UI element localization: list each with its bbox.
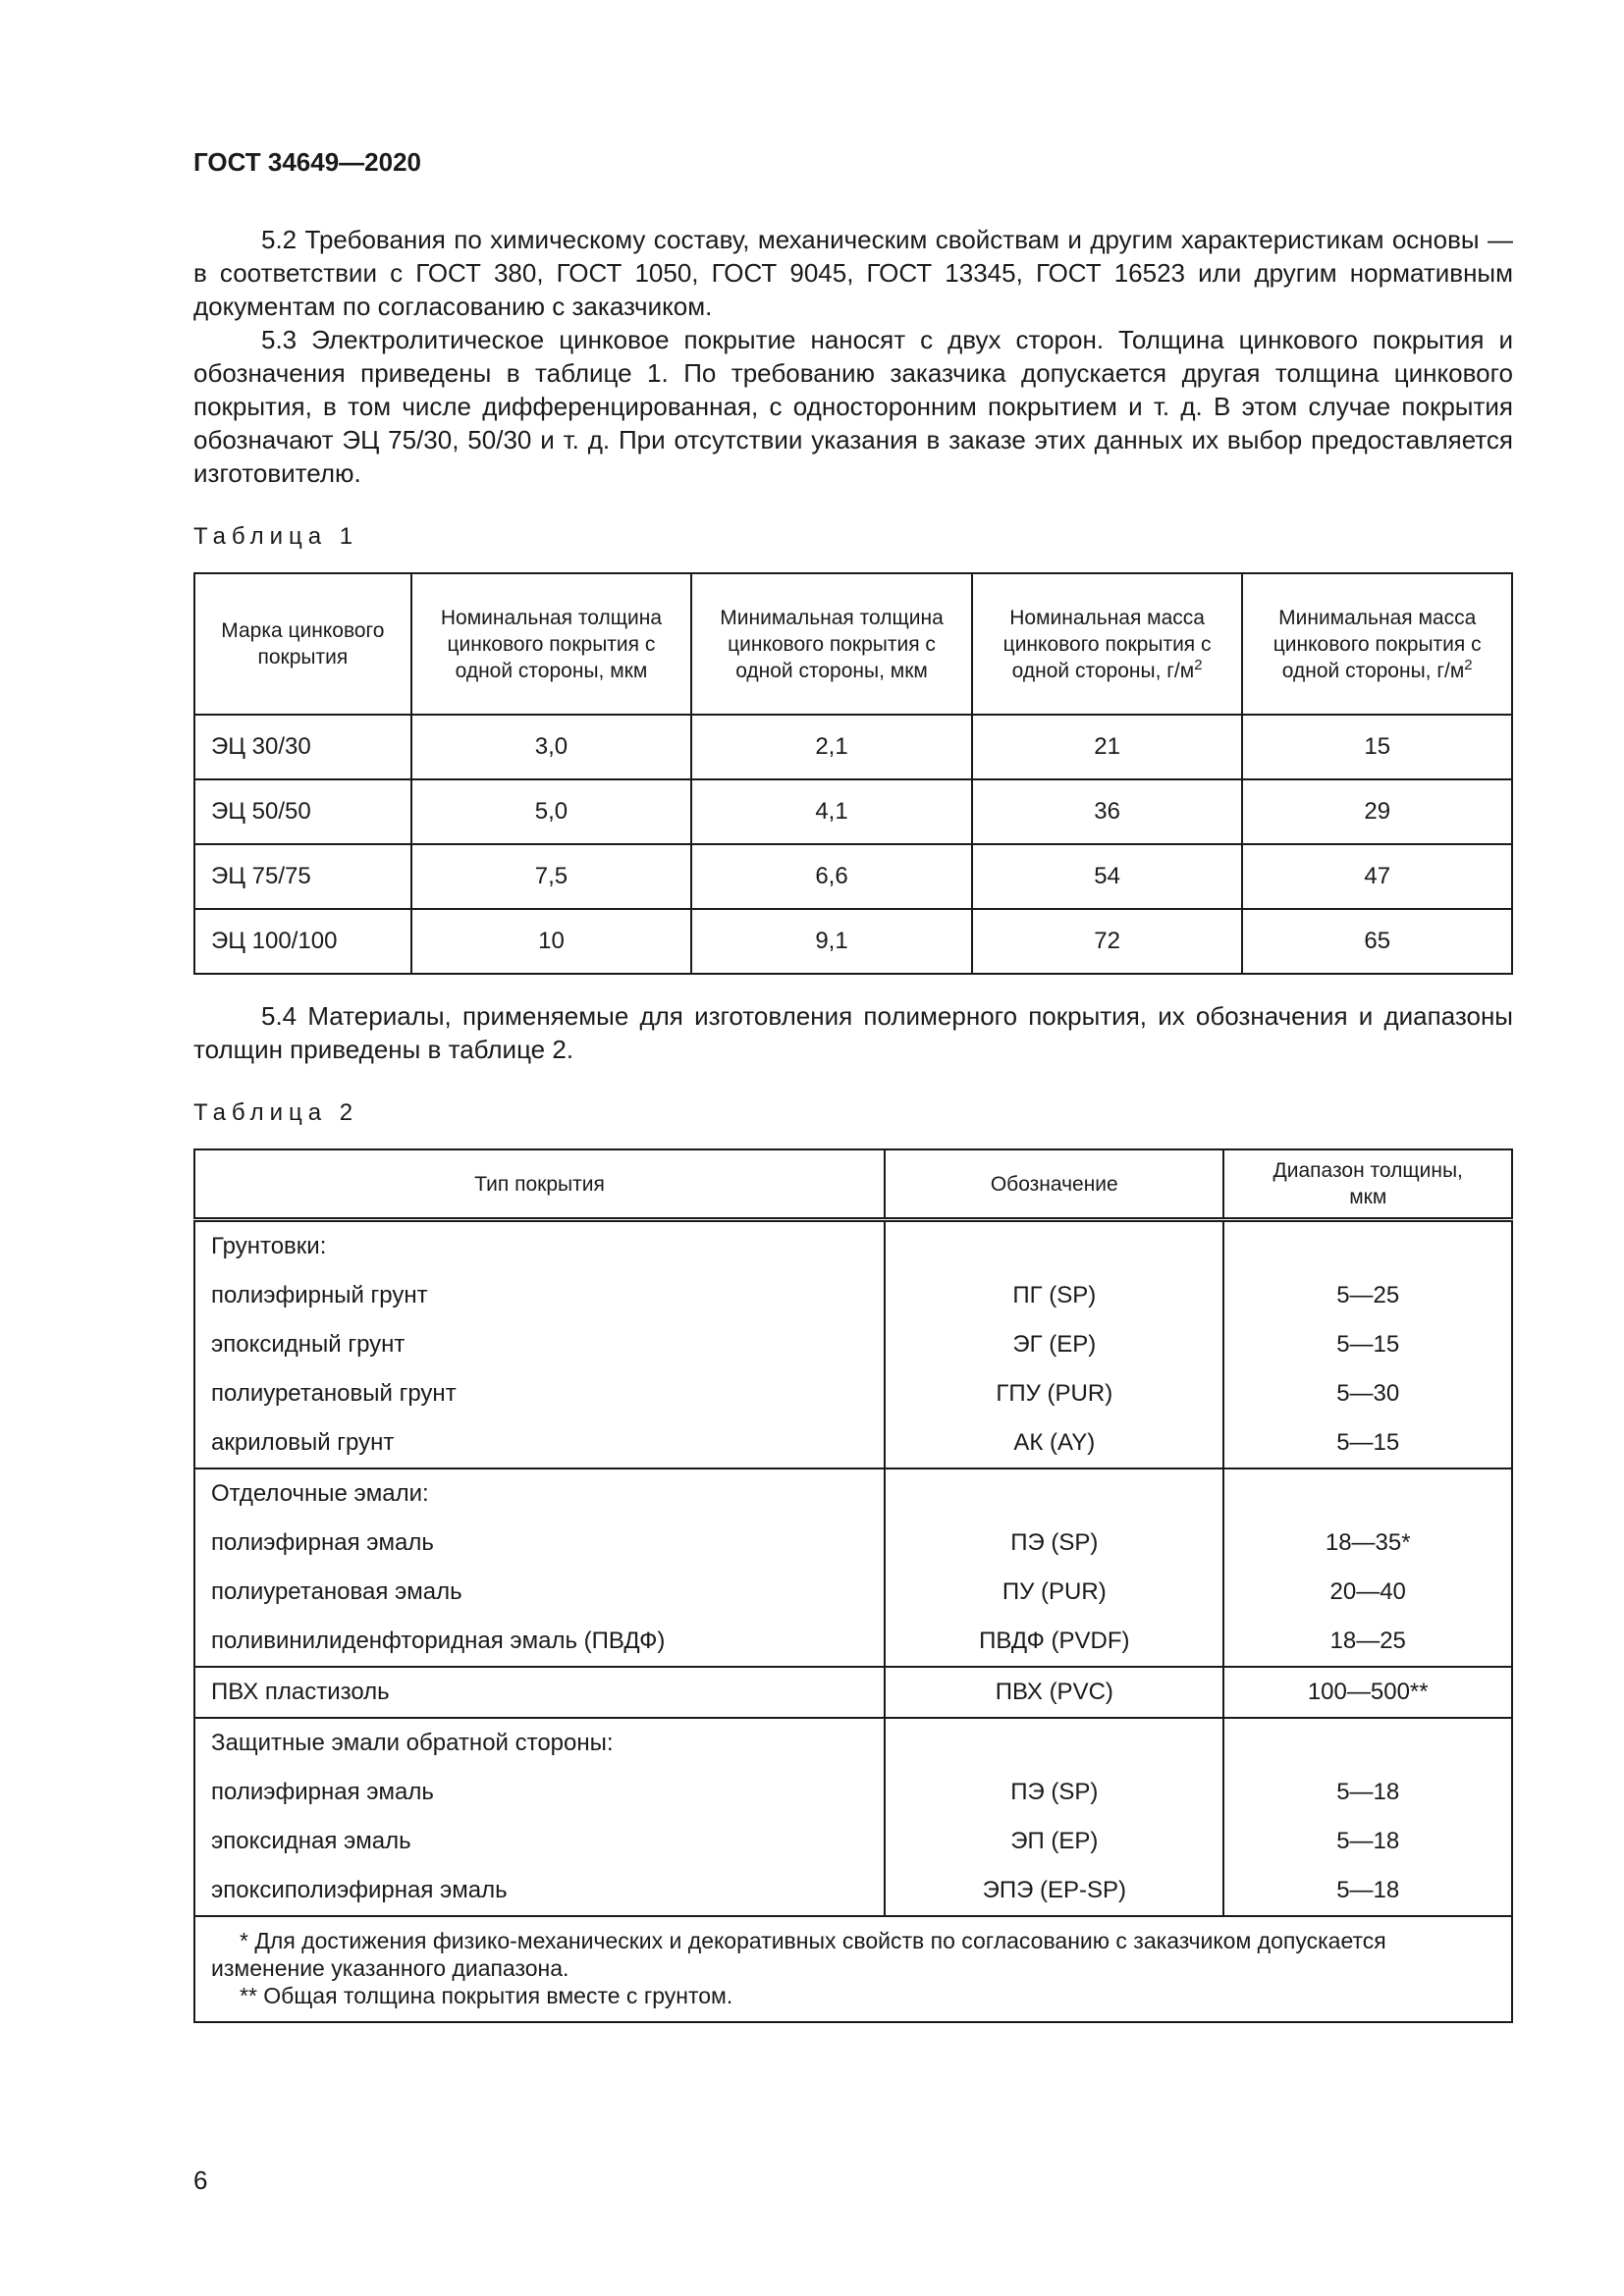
designation-cell [885,1468,1223,1667]
coating-grade-cell: ЭЦ 50/50 [194,779,411,844]
table1-value-cell: 10 [411,909,692,974]
group-title-spacer [886,1719,1222,1768]
table1-row [194,715,1512,779]
coating-grade-cell: ЭЦ 30/30 [194,715,411,779]
document-header: ГОСТ 34649—2020 [193,147,421,177]
table1-value-cell: 65 [1242,909,1512,974]
table1-row [194,909,1512,974]
table1-value-cell: 21 [972,715,1243,779]
thickness-range-cell [1223,1718,1512,1916]
footnote-1: * Для достижения физико-механических и декоративных свойств по согласованию с заказчиком допускается изменение указанного диапазона. [211,1928,1386,1981]
table2-line: ПУ (PUR) [1001,1578,1107,1605]
table1-value-cell: 36 [972,779,1243,844]
group-title-spacer [1224,1222,1511,1271]
coating-type-cell [194,1667,885,1718]
table2-line: ПВДФ (PVDF) [979,1628,1130,1654]
thickness-range-cell [1223,1220,1512,1469]
table2-line: 20—40 [1329,1578,1406,1605]
paragraph-5-4: 5.4 Материалы, применяемые для изготовления полимерного покрытия, их обозначения и диапазоны толщин приведены в таблице 2. [193,1001,1513,1064]
coating-type-cell [194,1718,885,1916]
table1-value-cell: 47 [1242,844,1512,909]
table2-line: АК (AY) [1013,1429,1096,1456]
designation-cell [885,1667,1223,1718]
table2-line: ПВХ пластизоль [211,1679,390,1705]
table1-header-cell: Марка цинкового покрытия [194,573,411,715]
table2-line: 5—25 [1336,1282,1400,1308]
table2-line: эпоксиполиэфирная эмаль [211,1877,508,1903]
footnote-2: ** Общая толщина покрытия вместе с грунтом. [240,1983,733,2008]
table2-line: полиэфирный грунт [211,1282,428,1308]
table1-value-cell: 4,1 [691,779,972,844]
table2-group [194,1718,1512,1916]
coating-grade-cell: ЭЦ 75/75 [194,844,411,909]
table1-header-cell: Номинальная масса цинкового покрытия с одной стороны, $г/м^2$ [972,573,1243,715]
table2-line: акриловый грунт [211,1429,395,1456]
table2-line: ПЭ (SP) [1010,1779,1099,1805]
table2-line: ЭП (EP) [1010,1828,1099,1854]
table1-value-cell: 15 [1242,715,1512,779]
group-title: Отделочные эмали: [211,1480,429,1507]
table2-line: эпоксидная эмаль [211,1828,411,1854]
table1-value-cell: 2,1 [691,715,972,779]
table2-line: эпоксидный грунт [211,1331,406,1358]
table2-footnotes [194,1916,1512,2022]
table2-line: ПГ (SP) [1012,1282,1097,1308]
table1-caption: Таблица 1 [193,523,359,550]
table1-value-cell: 3,0 [411,715,692,779]
table2-line: 100—500** [1307,1679,1429,1705]
table-2 [193,1148,1513,2023]
table2-group [194,1468,1512,1667]
table1-value-cell: 54 [972,844,1243,909]
table2-line: 5—18 [1336,1828,1400,1854]
table2-line: 18—25 [1329,1628,1406,1654]
table2-line: 5—18 [1336,1877,1400,1903]
table2-line: 5—15 [1336,1429,1400,1456]
table1-row [194,779,1512,844]
group-title: Грунтовки: [211,1233,327,1259]
table1-header-cell: Минимальная масса цинкового покрытия с одной стороны, $г/м^2$ [1242,573,1512,715]
paragraph-5-2: 5.2 Требования по химическому составу, механическим свойствам и другим характеристикам основы — в соответствии с ГОСТ 380, ГОСТ 1050, ГОСТ 9045, ГОСТ 13345, ГОСТ 16523 или другим нормативным документам по согласованию с заказчиком. [193,225,1513,321]
table1-value-cell: 72 [972,909,1243,974]
table2-line: полиэфирная эмаль [211,1529,434,1556]
table2-line: ГПУ (PUR) [996,1380,1113,1407]
table2-line: полиуретановый грунт [211,1380,457,1407]
coating-type-cell [194,1220,885,1469]
table2-line: ЭПЭ (EP-SP) [982,1877,1127,1903]
group-title-spacer [886,1222,1222,1271]
table2-caption: Таблица 2 [193,1099,359,1126]
page-number: 6 [193,2165,208,2195]
group-title: Защитные эмали обратной стороны: [211,1730,614,1756]
table2-line: ПВХ (PVC) [995,1679,1113,1705]
thickness-range-cell [1223,1468,1512,1667]
group-title-spacer [886,1469,1222,1519]
designation-cell [885,1220,1223,1469]
table2-group [194,1220,1512,1469]
group-title-spacer [1224,1469,1511,1519]
table2-header-cell: Диапазон толщины, мкм [1223,1149,1512,1220]
table1-value-cell: 6,6 [691,844,972,909]
table-1 [193,572,1513,975]
table1-value-cell: 5,0 [411,779,692,844]
table2-line: полиуретановая эмаль [211,1578,462,1605]
table2-line: 18—35* [1325,1529,1411,1556]
paragraph-5-3: 5.3 Электролитическое цинковое покрытие наносят с двух сторон. Толщина цинкового покрытия и обозначения приведены в таблице 1. По требованию заказчика допускается другая толщина цинкового покрытия, в том числе дифференцированная, с односторонним покрытием и т. д. В этом случае покрытия обозначают ЭЦ 75/30, 50/30 и т. д. При отсутствии указания в заказе этих данных их выбор предоставляется изготовителю. [193,325,1513,488]
coating-grade-cell: ЭЦ 100/100 [194,909,411,974]
table2-line: поливинилиденфторидная эмаль (ПВДФ) [211,1628,666,1654]
table2-line: 5—18 [1336,1779,1400,1805]
table2-line: полиэфирная эмаль [211,1779,434,1805]
table2-line: ПЭ (SP) [1010,1529,1099,1556]
group-title-spacer [1224,1719,1511,1768]
coating-type-cell [194,1468,885,1667]
table2-header-cell: Обозначение [885,1149,1223,1220]
table2-header-cell: Тип покрытия [194,1149,885,1220]
table1-header-cell: Минимальная толщина цинкового покрытия с одной стороны, мкм [691,573,972,715]
table1-header-cell: Номинальная толщина цинкового покрытия с одной стороны, мкм [411,573,692,715]
designation-cell [885,1718,1223,1916]
table1-value-cell: 29 [1242,779,1512,844]
table2-line: ЭГ (EP) [1012,1331,1097,1358]
table2-line: 5—15 [1336,1331,1400,1358]
table2-line: 5—30 [1336,1380,1400,1407]
table1-value-cell: 9,1 [691,909,972,974]
thickness-range-cell [1223,1667,1512,1718]
table2-group [194,1667,1512,1718]
table1-value-cell: 7,5 [411,844,692,909]
table1-row [194,844,1512,909]
